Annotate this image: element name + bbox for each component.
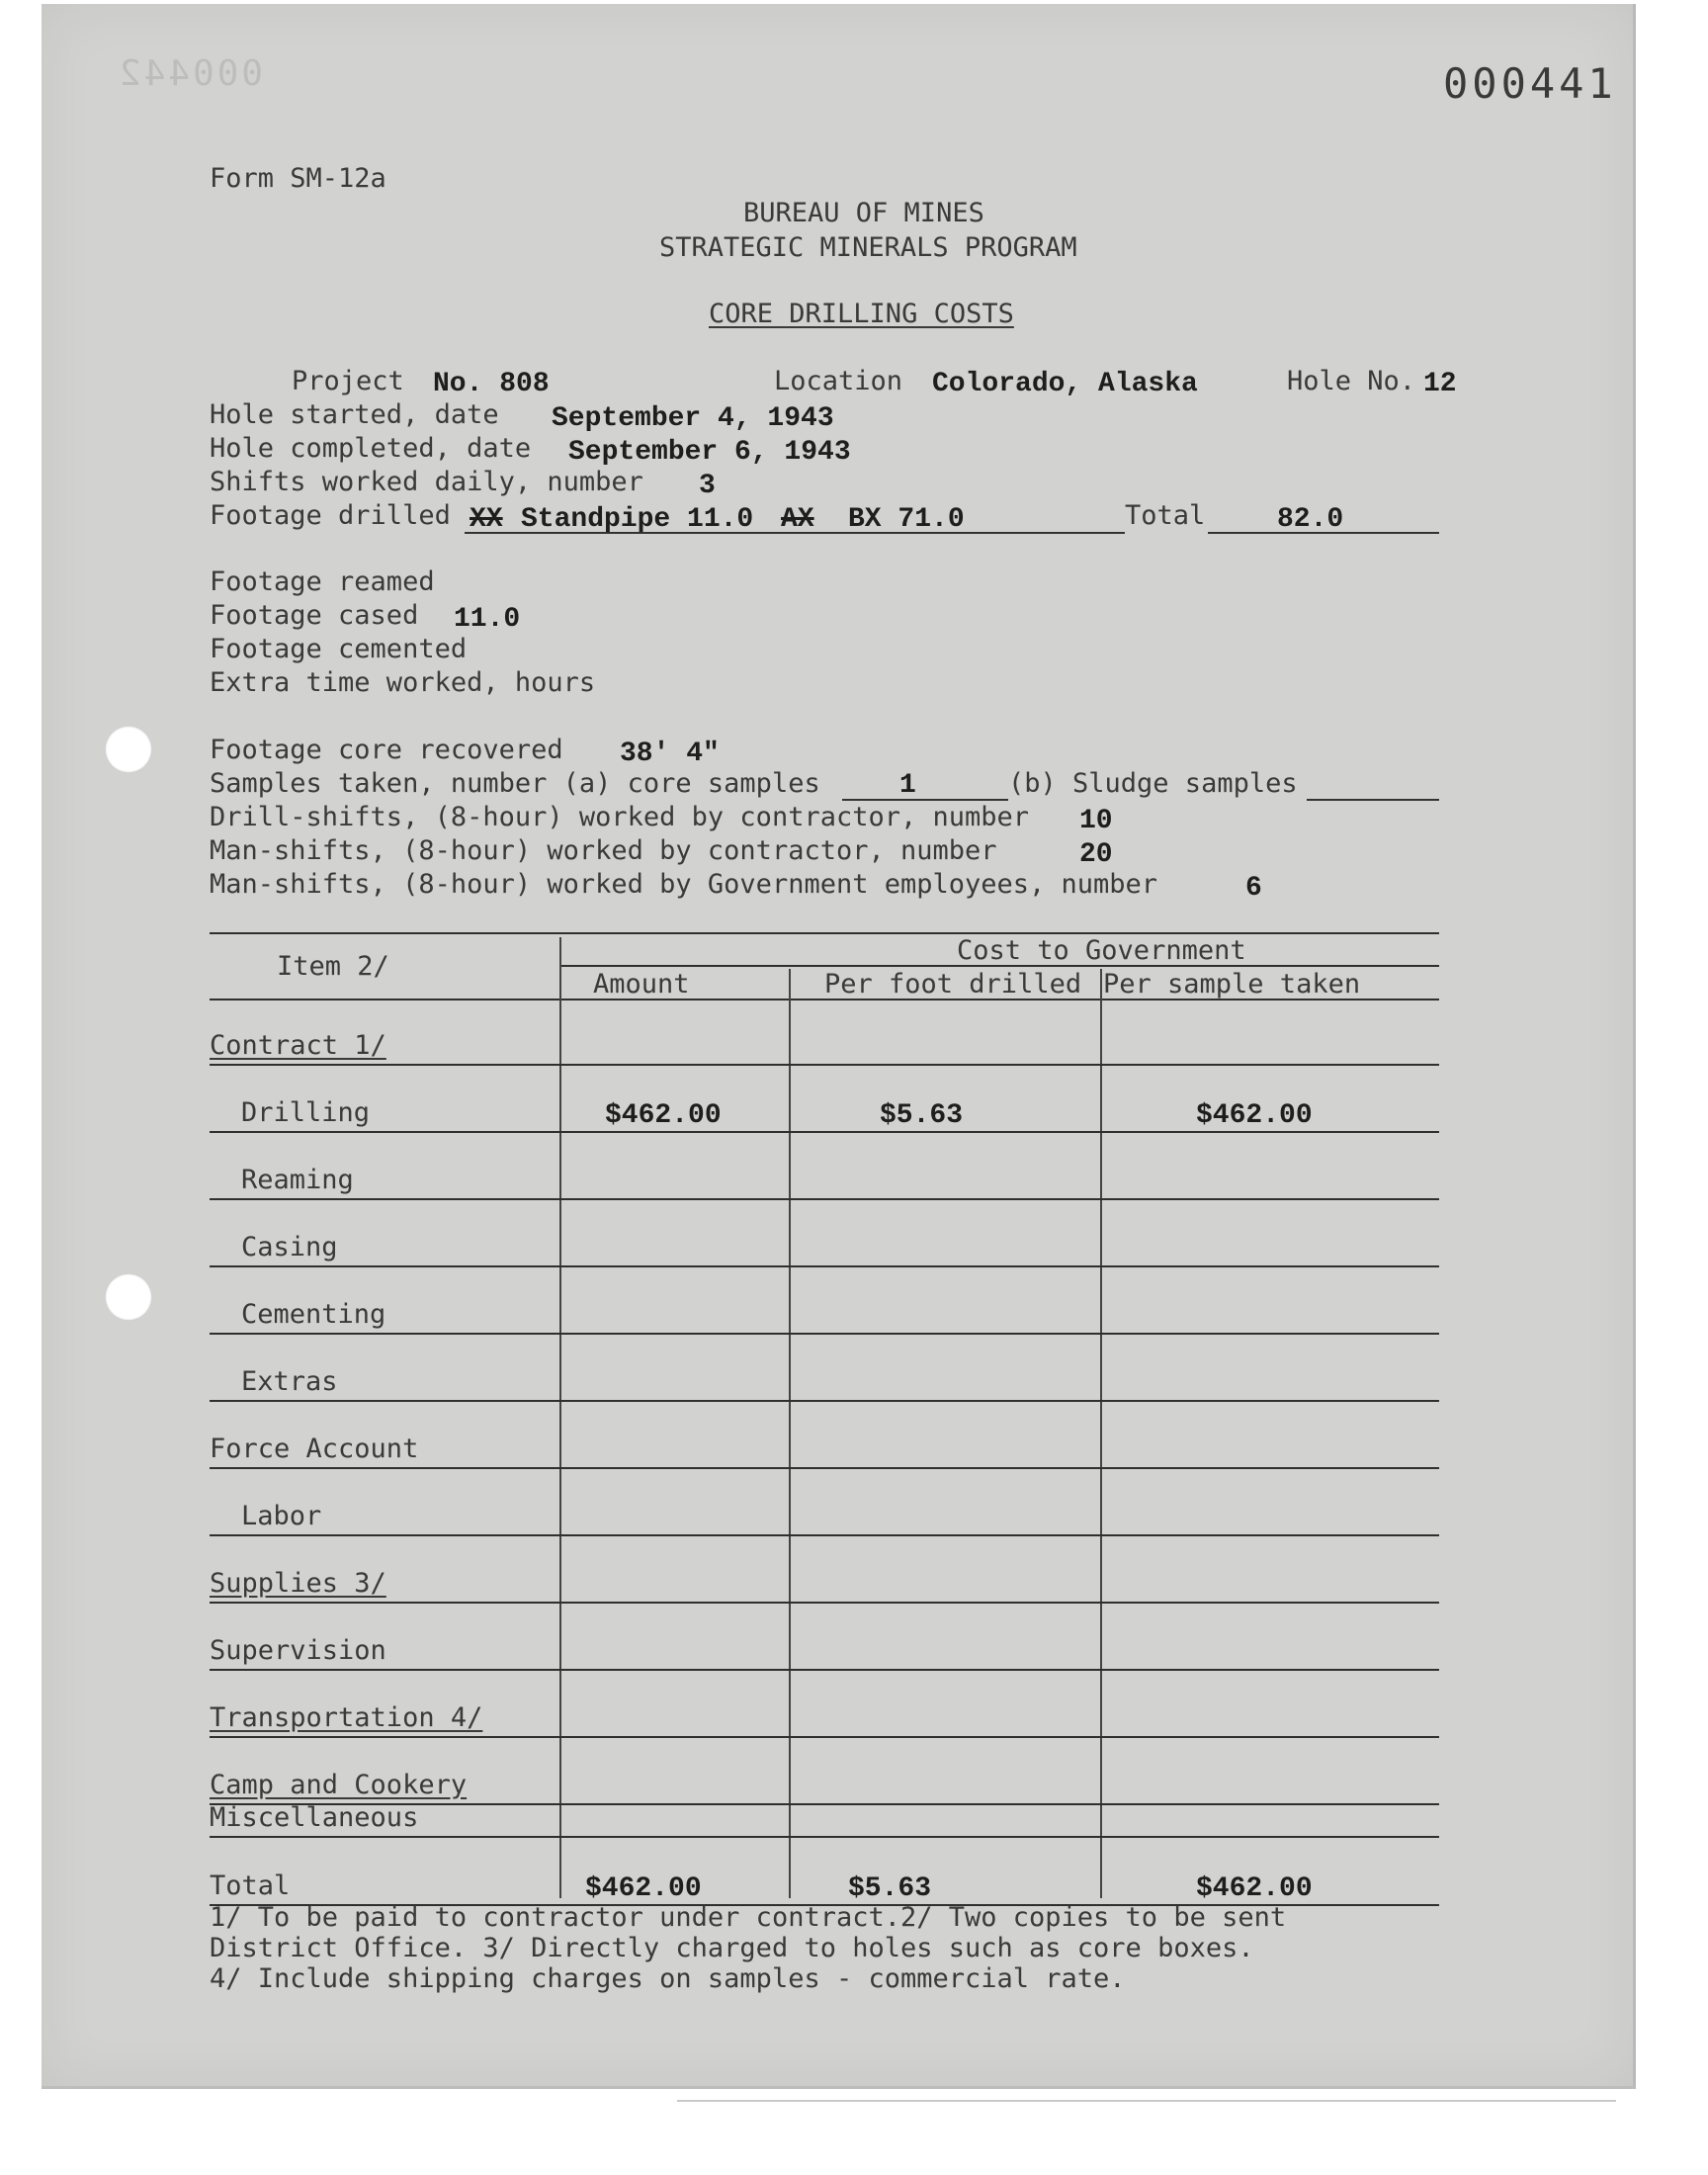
footage-cased-value: 11.0 — [454, 604, 521, 635]
program-title: STRATEGIC MINERALS PROGRAM — [659, 232, 1077, 263]
row-rule — [210, 1736, 1439, 1738]
man-shifts-contractor-label: Man-shifts, (8-hour) worked by contractor, number — [210, 835, 997, 866]
man-shifts-contractor-value: 20 — [1079, 839, 1113, 870]
punch-hole-top — [105, 726, 152, 773]
hole-no-label: Hole No. — [1287, 366, 1416, 396]
document-number-stamp: 000441 — [1443, 59, 1617, 108]
form-id: Form SM-12a — [210, 163, 386, 194]
cell-per-sample: $462.00 — [1196, 1100, 1313, 1131]
shifts-label: Shifts worked daily, number — [210, 467, 643, 497]
row-label: Extras — [241, 1366, 338, 1397]
row-label: Contract 1/ — [210, 1030, 386, 1061]
shifts-value: 3 — [699, 471, 716, 501]
row-label: Drilling — [241, 1097, 371, 1128]
row-label: Casing — [241, 1232, 338, 1262]
row-label: Supervision — [210, 1635, 386, 1666]
footage-drilled-fill-line — [465, 532, 1125, 534]
core-recovered-label: Footage core recovered — [210, 735, 563, 765]
row-rule — [210, 1534, 1439, 1536]
footnote-3: 4/ Include shipping charges on samples - commercial rate. — [210, 1963, 1126, 1994]
cost-group-header: Cost to Government — [957, 935, 1246, 966]
footage-cemented-label: Footage cemented — [210, 634, 468, 664]
row-rule — [210, 1669, 1439, 1671]
core-samples-value: 1 — [899, 770, 916, 801]
row-label: Labor — [241, 1501, 322, 1531]
row-label: Miscellaneous — [210, 1802, 419, 1833]
cell-amount: $462.00 — [605, 1100, 722, 1131]
col-header-per-foot: Per foot drilled — [824, 969, 1082, 1000]
sludge-samples-label: (b) Sludge samples — [1008, 768, 1298, 799]
footnote-1: 1/ To be paid to contractor under contract.2/ Two copies to be sent — [210, 1902, 1287, 1933]
col-header-per-sample: Per sample taken — [1103, 969, 1361, 1000]
col-header-amount: Amount — [593, 969, 690, 1000]
agency-title: BUREAU OF MINES — [743, 198, 984, 228]
document-title: CORE DRILLING COSTS — [709, 299, 1014, 329]
footage-drilled-struck-2: AX — [781, 504, 814, 535]
cell-amount: $462.00 — [585, 1873, 702, 1904]
row-rule — [210, 1836, 1439, 1838]
total-fill-line — [1208, 532, 1439, 534]
footage-cased-label: Footage cased — [210, 600, 419, 631]
footage-reamed-label: Footage reamed — [210, 566, 435, 597]
cell-per-foot: $5.63 — [848, 1873, 932, 1904]
project-value: No. 808 — [433, 369, 550, 399]
row-rule — [210, 1131, 1439, 1133]
total-label: Total — [1125, 500, 1206, 531]
row-label: Transportation 4/ — [210, 1702, 483, 1733]
project-label: Project — [292, 366, 404, 396]
punch-hole-bottom — [105, 1273, 152, 1321]
row-rule — [210, 1265, 1439, 1267]
location-value: Colorado, Alaska — [932, 369, 1198, 399]
extra-time-label: Extra time worked, hours — [210, 667, 596, 698]
core-recovered-value: 38' 4" — [620, 739, 720, 769]
footage-drilled-label: Footage drilled — [210, 500, 451, 531]
footage-drilled-value-1: Standpipe 11.0 — [521, 504, 754, 535]
hole-completed-value: September 6, 1943 — [568, 437, 851, 468]
row-label: Camp and Cookery — [210, 1770, 468, 1800]
cell-per-foot: $5.63 — [880, 1100, 964, 1131]
row-label: Supplies 3/ — [210, 1568, 386, 1599]
table-top-rule — [210, 932, 1439, 934]
row-label: Total — [210, 1870, 291, 1901]
row-label: Force Account — [210, 1434, 419, 1464]
row-rule — [210, 1333, 1439, 1335]
footage-drilled-struck-1: XX — [470, 504, 503, 535]
row-rule — [210, 1400, 1439, 1402]
hole-no-value: 12 — [1423, 369, 1457, 399]
hole-started-value: September 4, 1943 — [552, 403, 834, 434]
footnote-2: District Office. 3/ Directly charged to holes such as core boxes. — [210, 1933, 1254, 1963]
col-divider-amount — [559, 937, 561, 1898]
row-rule — [210, 1198, 1439, 1200]
scan-edge-line — [677, 2100, 1616, 2102]
row-label: Reaming — [241, 1165, 354, 1195]
col-divider-per-sample — [1100, 969, 1102, 1898]
cell-per-sample: $462.00 — [1196, 1873, 1313, 1904]
row-label: Cementing — [241, 1299, 386, 1330]
hole-completed-label: Hole completed, date — [210, 433, 532, 464]
sludge-samples-fill-line — [1307, 799, 1439, 801]
item-header: Item 2/ — [277, 951, 389, 982]
total-value: 82.0 — [1277, 504, 1344, 535]
footage-drilled-value-2: BX 71.0 — [848, 504, 965, 535]
bleed-through-text: 000442 — [117, 53, 264, 94]
col-divider-per-foot — [789, 969, 791, 1898]
man-shifts-gov-label: Man-shifts, (8-hour) worked by Government employees, number — [210, 869, 1158, 900]
row-rule — [210, 1064, 1439, 1066]
location-label: Location — [774, 366, 903, 396]
row-rule — [210, 1467, 1439, 1469]
row-rule — [210, 1602, 1439, 1604]
core-samples-fill-line — [842, 799, 1008, 801]
drill-shifts-label: Drill-shifts, (8-hour) worked by contractor, number — [210, 802, 1030, 832]
samples-label: Samples taken, number (a) core samples — [210, 768, 820, 799]
man-shifts-gov-value: 6 — [1245, 873, 1262, 904]
drill-shifts-value: 10 — [1079, 806, 1113, 836]
hole-started-label: Hole started, date — [210, 399, 499, 430]
